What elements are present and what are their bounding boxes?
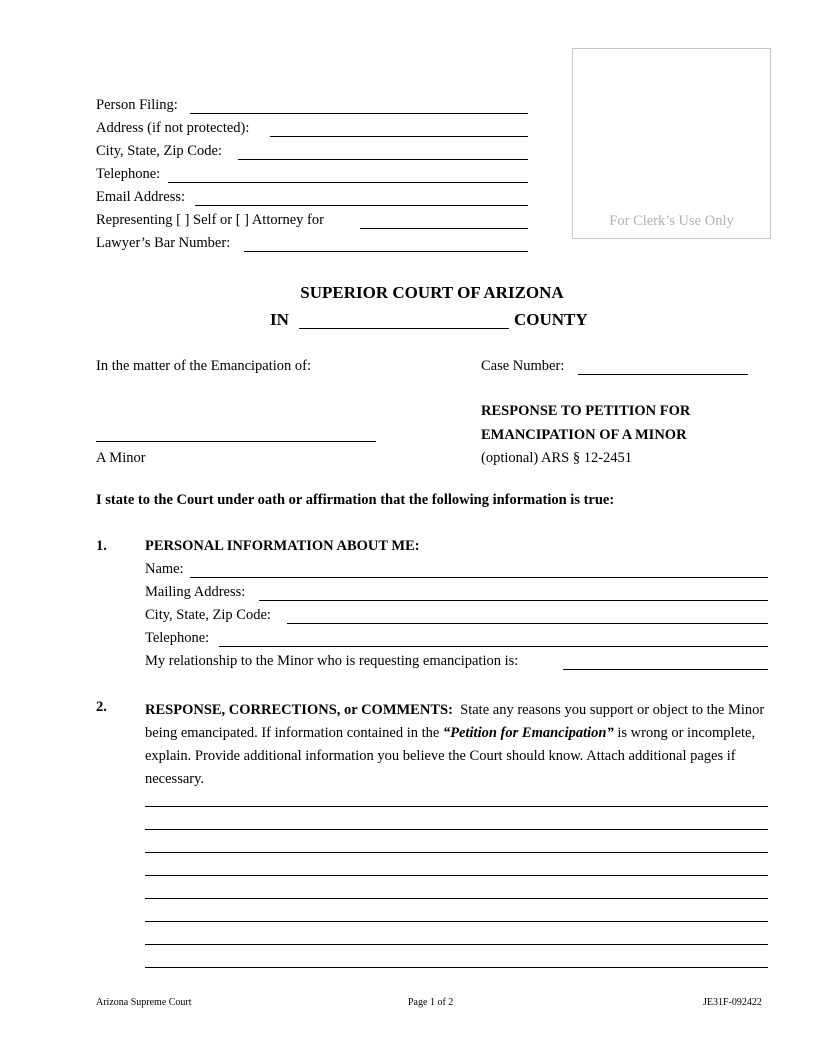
response-line[interactable]	[145, 921, 768, 922]
attorney-for-field[interactable]	[360, 228, 528, 229]
address-label: Address (if not protected):	[96, 120, 250, 136]
relationship-field[interactable]	[563, 669, 768, 670]
person-filing-label: Person Filing:	[96, 97, 178, 113]
telephone-label: Telephone:	[96, 166, 161, 182]
court-title: SUPERIOR COURT OF ARIZONA	[300, 283, 564, 302]
section1-number: 1.	[96, 538, 107, 554]
clerk-use-label: For Clerk’s Use Only	[609, 213, 734, 229]
footer-page-number: Page 1 of 2	[408, 997, 454, 1008]
footer-form-code: JE31F-092422	[703, 997, 762, 1008]
response-line[interactable]	[145, 898, 768, 899]
my-telephone-label: Telephone:	[145, 630, 210, 646]
case-number-field[interactable]	[578, 374, 748, 375]
mailing-address-label: Mailing Address:	[145, 584, 246, 600]
telephone-field[interactable]	[168, 182, 528, 183]
doc-title-line2: EMANCIPATION OF A MINOR	[481, 427, 687, 443]
bar-number-field[interactable]	[244, 251, 528, 252]
my-telephone-field[interactable]	[219, 646, 768, 647]
response-line[interactable]	[145, 967, 768, 968]
my-city-state-zip-label: City, State, Zip Code:	[145, 607, 271, 623]
in-label: IN	[270, 310, 289, 329]
matter-label: In the matter of the Emancipation of:	[96, 358, 312, 374]
section2-text-b: is wrong or incomplete, explain. Provide additional information you believe the Court should know. Attach additional pages if necessary.	[145, 725, 756, 787]
my-city-state-zip-field[interactable]	[287, 623, 768, 624]
response-line[interactable]	[145, 829, 768, 830]
mailing-address-field[interactable]	[259, 600, 768, 601]
section1-heading: PERSONAL INFORMATION ABOUT ME:	[145, 538, 420, 554]
response-line[interactable]	[145, 875, 768, 876]
response-line[interactable]	[145, 806, 768, 807]
response-line[interactable]	[145, 944, 768, 945]
section2-heading: RESPONSE, CORRECTIONS, or COMMENTS:	[145, 702, 453, 718]
section2-text-a: State any reasons you support or object to the Minor being emancipated. If information contained in the	[145, 702, 765, 741]
minor-label: A Minor	[96, 450, 146, 466]
address-field[interactable]	[270, 136, 528, 137]
email-label: Email Address:	[96, 189, 186, 205]
relationship-label: My relationship to the Minor who is requesting emancipation is:	[145, 653, 519, 669]
oath-statement: I state to the Court under oath or affirmation that the following information is true:	[96, 492, 615, 508]
footer-court: Arizona Supreme Court	[96, 997, 192, 1008]
city-state-zip-label: City, State, Zip Code:	[96, 143, 222, 159]
minor-name-field[interactable]	[96, 441, 376, 442]
case-number-label: Case Number:	[481, 358, 565, 374]
section2-paragraph	[145, 699, 770, 791]
county-field[interactable]	[299, 328, 509, 329]
name-label: Name:	[145, 561, 184, 577]
doc-subtitle: (optional) ARS § 12-2451	[481, 450, 633, 466]
county-label: COUNTY	[514, 310, 588, 329]
petition-reference: “Petition for Emancipation”	[442, 725, 614, 741]
person-filing-field[interactable]	[190, 113, 528, 114]
response-line[interactable]	[145, 852, 768, 853]
email-field[interactable]	[195, 205, 528, 206]
city-state-zip-field[interactable]	[238, 159, 528, 160]
name-field[interactable]	[190, 577, 768, 578]
doc-title-line1: RESPONSE TO PETITION FOR	[481, 403, 691, 419]
section2-number: 2.	[96, 699, 107, 715]
clerk-use-box	[572, 48, 771, 239]
representing-label: Representing [ ] Self or [ ] Attorney for	[96, 212, 324, 228]
bar-number-label: Lawyer’s Bar Number:	[96, 235, 231, 251]
